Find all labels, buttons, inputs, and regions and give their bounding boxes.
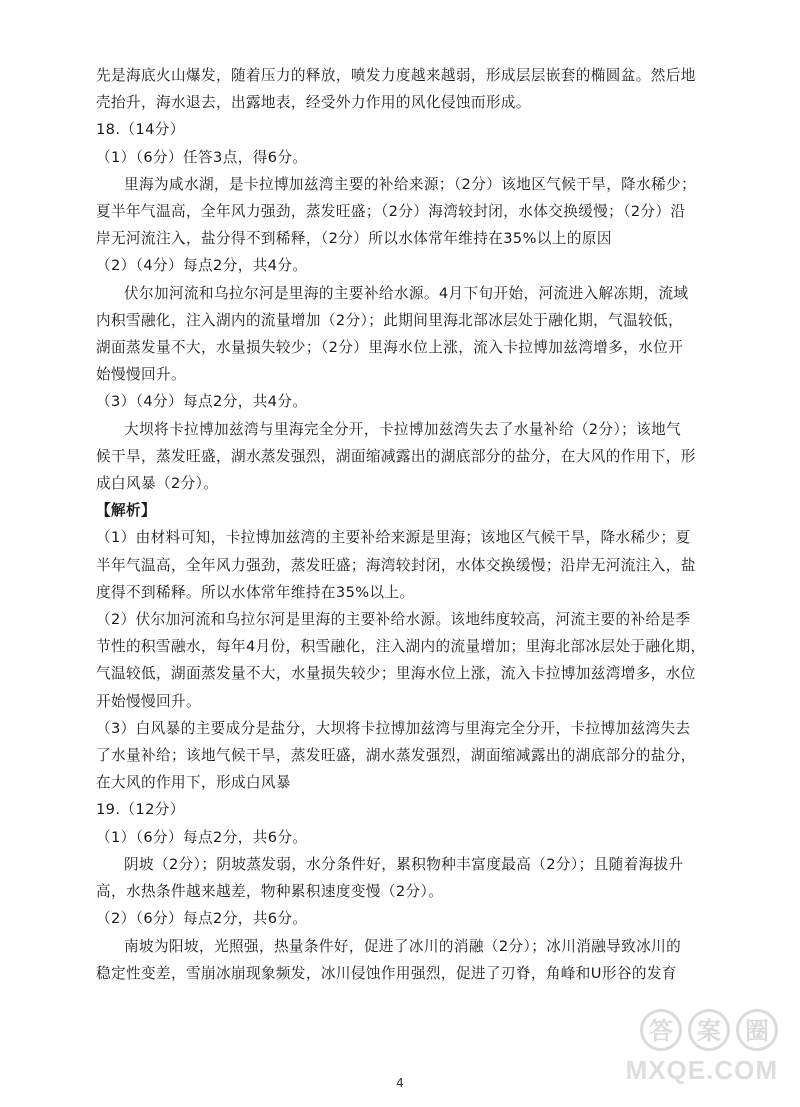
text-line: 了水量补给；该地气候干旱，蒸发旺盛，湖水蒸发强烈，湖面缩减露出的湖底部分的盐分， — [96, 747, 696, 765]
watermark-glyph: 圈 — [736, 1009, 778, 1051]
answer-text-body — [96, 62, 708, 987]
text-line: 内积雪融化，注入湖内的流量增加（2分）；此期间里海北部冰层处于融化期，气温较低， — [96, 311, 684, 329]
section-heading: 【解析】 — [96, 502, 156, 520]
text-line: 节性的积雪融水，每年4月份，积雪融化，注入湖内的流量增加；里海北部冰层处于融化期， — [96, 638, 706, 656]
text-line: 稳定性变差，雪崩冰崩现象频发，冰川侵蚀作用强烈，促进了刃脊，角峰和U形谷的发育 — [96, 964, 677, 982]
text-line: 壳抬升，海水退去，出露地表，经受外力作用的风化侵蚀而形成。 — [96, 94, 531, 112]
text-line: （1）由材料可知，卡拉博加兹湾的主要补给来源是里海；该地区气候干旱，降水稀少；夏 — [96, 529, 691, 547]
text-line: 度得不到稀释。所以水体常年维持在35%以上。 — [96, 583, 415, 601]
watermark-url: MXQE.COM — [625, 1055, 778, 1085]
text-line: （1）（6分）每点2分，共6分。 — [96, 828, 308, 846]
text-line: 阴坡（2分）；阴坡蒸发弱，水分条件好，累积物种丰富度最高（2分）；且随着海拔升 — [124, 855, 684, 873]
text-line: 始慢慢回升。 — [96, 366, 186, 384]
text-line: 高，水热条件越来越差，物种累积速度变慢（2分）。 — [96, 883, 444, 901]
text-line: 候干旱，蒸发旺盛，湖水蒸发强烈，湖面缩减露出的湖底部分的盐分，在大风的作用下，形 — [96, 447, 696, 465]
text-line: 里海为咸水湖，是卡拉博加兹湾主要的补给来源；（2分）该地区气候干旱，降水稀少； — [124, 175, 697, 193]
text-line: 在大风的作用下，形成白风暴 — [96, 774, 291, 792]
text-line: 伏尔加河流和乌拉尔河是里海的主要补给水源。4月下旬开始，河流进入解冻期，流域 — [124, 284, 689, 302]
watermark-glyph: 案 — [688, 1009, 730, 1051]
text-line: 大坝将卡拉博加兹湾与里海完全分开，卡拉博加兹湾失去了水量补给（2分）；该地气 — [124, 420, 682, 438]
text-line: 先是海底火山爆发，随着压力的释放，喷发力度越来越弱，形成层层嵌套的椭圆盆。然后地 — [96, 67, 696, 84]
text-line: 湖面蒸发量不大，水量损失较少；（2分）里海水位上涨，流入卡拉博加兹湾增多，水位开 — [96, 339, 684, 357]
text-line: （3）（4分）每点2分，共4分。 — [96, 393, 308, 411]
text-line: （2）伏尔加河流和乌拉尔河是里海的主要补给水源。该地纬度较高，河流主要的补给是季 — [96, 611, 691, 629]
text-line: 气温较低，湖面蒸发量不大，水量损失较少；里海水位上涨，流入卡拉博加兹湾增多，水位 — [96, 665, 696, 683]
text-line: （2）（4分）每点2分，共4分。 — [96, 257, 308, 275]
text-line: 18.（14分） — [96, 121, 185, 139]
text-line: 开始慢慢回升。 — [96, 692, 201, 710]
watermark-glyph: 答 — [640, 1009, 682, 1051]
text-line: 夏半年气温高，全年风力强劲，蒸发旺盛；（2分）海湾较封闭，水体交换缓慢；（2分）沿 — [96, 203, 686, 221]
watermark-glyph-row — [578, 1009, 778, 1051]
text-line: 岸无河流注入，盐分得不到稀释，（2分）所以水体常年维持在35%以上的原因 — [96, 230, 612, 248]
text-line: （2）（6分）每点2分，共6分。 — [96, 910, 308, 928]
watermark-logo — [578, 1009, 778, 1101]
text-line: 半年气温高，全年风力强劲，蒸发旺盛；海湾较封闭，水体交换缓慢；沿岸无河流注入，盐 — [96, 556, 696, 574]
text-line: 南坡为阳坡，光照强，热量条件好，促进了冰川的消融（2分）；冰川消融导致冰川的 — [124, 937, 682, 955]
text-line: （3）白风暴的主要成分是盐分，大坝将卡拉博加兹湾与里海完全分开，卡拉博加兹湾失去 — [96, 719, 691, 737]
text-line: （1）（6分）任答3点，得6分。 — [96, 148, 308, 166]
page-number: 4 — [396, 1076, 404, 1090]
text-line: 19.（12分） — [96, 801, 185, 819]
text-line: 成白风暴（2分）。 — [96, 475, 219, 493]
